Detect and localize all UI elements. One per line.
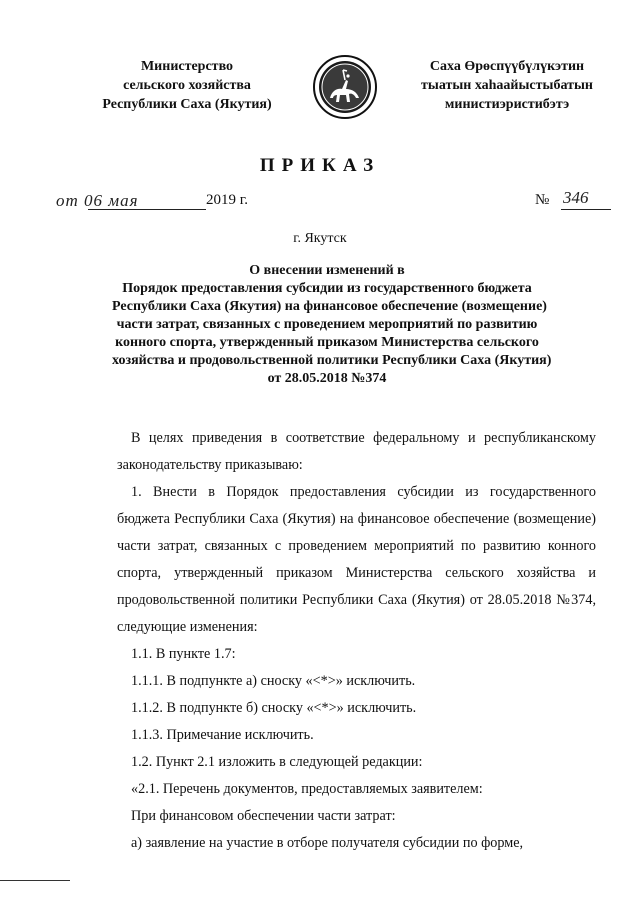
ministry-name-yakut xyxy=(386,57,628,114)
number-underline xyxy=(561,209,611,210)
date-year: 2019 г. xyxy=(206,192,248,208)
header-right-line: министиэристибэтэ xyxy=(444,97,570,112)
body-paragraph: 1.1. В пункте 1.7: xyxy=(131,646,236,662)
number-sign: № xyxy=(535,192,550,208)
ministry-name-russian xyxy=(72,57,302,114)
body-paragraph: 1.1.2. В подпункте б) сноску «<*>» исключить. xyxy=(131,700,417,716)
header-left-line: сельского хозяйства xyxy=(123,78,251,93)
header-right-line: тыатын хаһаайыстыбатын xyxy=(421,78,593,93)
subject-line: Республики Саха (Якутия) на финансовое обеспечение (возмещение) xyxy=(112,299,547,314)
body-paragraph: В целях приведения в соответствие федеральному и республиканскому законодательству приказываю: xyxy=(117,430,596,473)
order-number xyxy=(535,188,615,215)
document-title: ПРИКАЗ xyxy=(259,155,381,176)
footer-rule xyxy=(0,880,70,881)
order-body xyxy=(117,425,596,857)
header-right-line: Саха Өрөспүүбүлүкэтин xyxy=(429,59,585,74)
body-paragraph: 1. Внести в Порядок предоставления субсидии из государственного бюджета Республики Саха (Якутия) на финансовое обеспечение (возмещение) части затрат, связанных с проведением мероприятий по развитию конного спорта, утвержденный приказом Министерства сельского хозяйства и продовольственной политики Республики Саха (Якутия) от 28.05.2018 №374, следующие изменения: xyxy=(117,484,596,635)
subject-line: конного спорта, утвержденный приказом Министерства сельского xyxy=(115,335,539,350)
body-paragraph: 1.1.3. Примечание исключить. xyxy=(131,727,314,743)
subject-line: хозяйства и продовольственной политики Республики Саха (Якутия) xyxy=(112,353,552,368)
sakha-republic-emblem-icon xyxy=(312,54,378,120)
order-date xyxy=(56,191,256,215)
body-paragraph: 1.1.1. В подпункте а) сноску «<*>» исключить. xyxy=(131,673,416,689)
subject-line: части затрат, связанных с проведением мероприятий по развитию xyxy=(116,317,538,332)
header-left-line: Министерство xyxy=(140,59,234,74)
date-underline xyxy=(88,209,206,210)
city: г. Якутск xyxy=(293,231,347,246)
subject-line: Порядок предоставления субсидии из государственного бюджета xyxy=(122,281,532,296)
handwritten-date: от 06 мая xyxy=(56,191,139,210)
header-left-line: Республики Саха (Якутия) xyxy=(102,97,272,112)
order-subject xyxy=(112,262,552,388)
body-paragraph: При финансовом обеспечении части затрат: xyxy=(131,808,396,824)
subject-line: от 28.05.2018 №374 xyxy=(267,371,387,386)
body-paragraph: 1.2. Пункт 2.1 изложить в следующей редакции: xyxy=(131,754,423,770)
body-paragraph: «2.1. Перечень документов, предоставляемых заявителем: xyxy=(131,781,483,797)
handwritten-number: 346 xyxy=(563,188,589,207)
subject-line: О внесении изменений в xyxy=(249,263,405,278)
body-paragraph: а) заявление на участие в отборе получателя субсидии по форме, xyxy=(131,835,524,851)
